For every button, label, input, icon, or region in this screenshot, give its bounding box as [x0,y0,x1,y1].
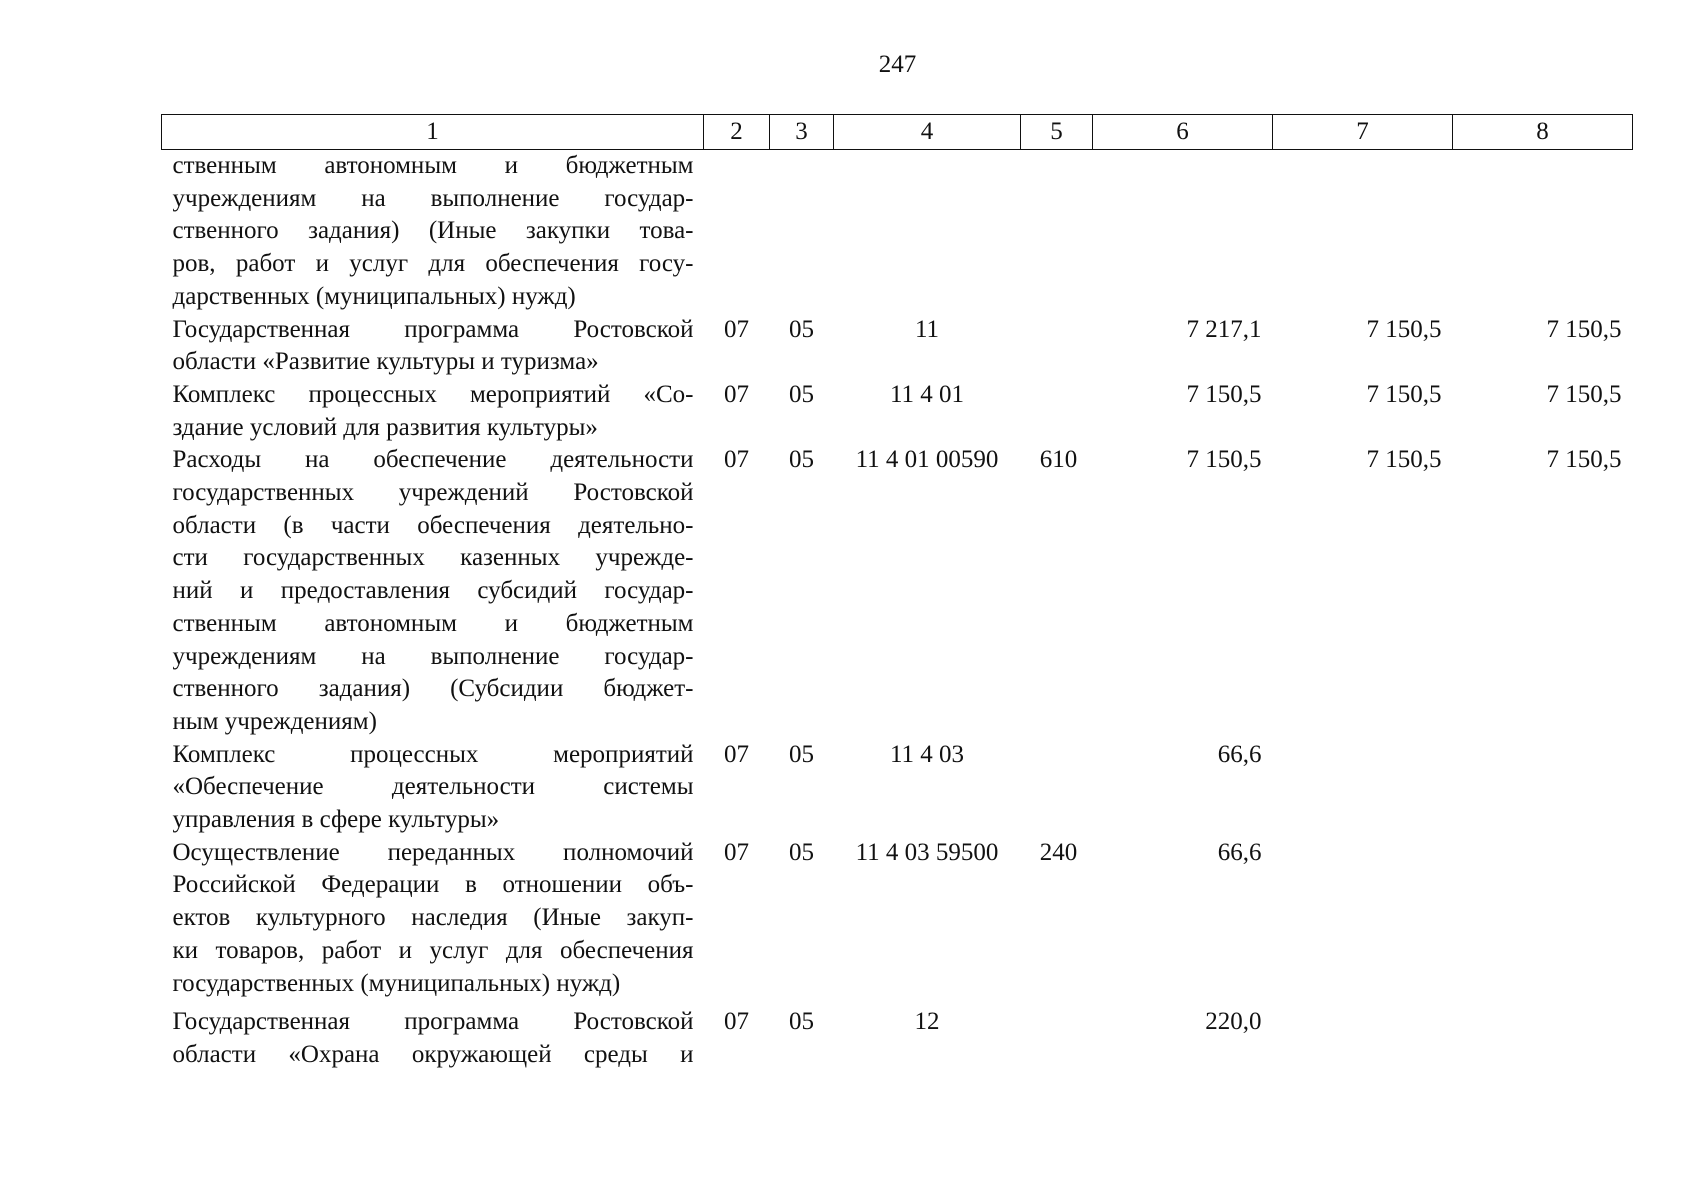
header-row [162,115,1633,150]
row-name-line: сти государственных казенных учрежде- [172,544,694,572]
header-cell-8: 8 [1453,115,1633,150]
header-cell-7: 7 [1273,115,1453,150]
row-name-line: Российской Федерации в отношении объ- [172,871,694,899]
row-name-line: ственного задания) (Иные закупки това- [172,217,694,245]
header-cell-3: 3 [770,115,834,150]
subsection-code-cell: 05 [789,380,814,408]
row-name-line: ний и предоставления субсидий государ- [172,577,694,605]
row-name-line: управления в сфере культуры» [172,806,500,834]
expense-type-cell [1021,1000,1093,1071]
row-name-line: ектов культурного наследия (Иные закуп- [172,904,694,932]
target-article-cell: 11 [914,315,940,343]
section-code-cell: 07 [724,380,749,408]
expense-type-cell: 610 [1039,446,1078,474]
amount-col7-cell: 7 150,5 [1366,315,1442,343]
target-article-cell: 12 [914,1008,940,1036]
header-cell-5: 5 [1021,115,1093,150]
row-name-line: учреждениям на выполнение государ- [172,642,694,670]
table-row [162,444,1633,738]
header-cell-2: 2 [704,115,770,150]
row-name-line: ственным автономным и бюджетным [172,152,694,179]
section-code-cell: 07 [724,446,749,474]
row-name-line: ственного задания) (Субсидии бюджет- [172,675,694,703]
row-name-line: Комплекс процессных мероприятий «Со- [172,380,694,408]
budget-table [161,114,1633,1072]
target-article-cell: 11 4 01 [889,380,965,408]
amount-col7-cell [1273,1000,1453,1071]
amount-col6-cell: 220,0 [1205,1008,1262,1036]
table-header [162,115,1633,150]
row-name-line: Расходы на обеспечение деятельности [172,446,694,474]
row-name-line: государственных учреждений Ростовской [172,479,694,507]
expense-type-cell: 240 [1039,838,1078,866]
amount-col7-cell [1273,837,1453,1001]
section-code-cell: 07 [724,838,749,866]
row-name-cell [162,739,704,837]
page-number: 247 [878,51,917,78]
row-name-line: здание условий для развития культуры» [172,413,598,441]
row-name-line: Комплекс процессных мероприятий [172,740,694,768]
expense-type-cell [1021,150,1093,314]
subsection-code-cell: 05 [789,838,814,866]
row-name-line: Государственная программа Ростовской [172,315,694,343]
expense-type-cell [1021,739,1093,837]
amount-col6-cell: 66,6 [1217,838,1262,866]
table-row [162,739,1633,837]
section-code-cell: 07 [724,1008,749,1036]
row-name-line: учреждениям на выполнение государ- [172,184,694,212]
section-code-cell: 07 [724,740,749,768]
target-article-cell: 11 4 01 00590 [855,446,999,474]
row-name-line: ки товаров, работ и услуг для обеспечения [172,936,694,964]
target-article-cell [834,150,1021,314]
row-name-line: государственных (муниципальных) нужд) [172,969,621,997]
amount-col8-cell: 7 150,5 [1546,380,1622,408]
expense-type-cell [1021,314,1093,379]
subsection-code-cell: 05 [789,446,814,474]
row-name-line: ным учреждениям) [172,707,377,735]
table-row [162,837,1633,1001]
row-name-cell [162,379,704,444]
row-name-line: Государственная программа Ростовской [172,1008,694,1036]
row-name-cell [162,837,704,1001]
amount-col8-cell: 7 150,5 [1546,446,1622,474]
row-name-line: «Обеспечение деятельности системы [172,773,694,801]
amount-col8-cell [1453,150,1633,314]
row-name-cell [162,444,704,738]
table-row [162,1000,1633,1071]
table-row [162,379,1633,444]
amount-col6-cell: 66,6 [1217,740,1262,768]
amount-col8-cell [1453,837,1633,1001]
section-code-cell: 07 [724,315,749,343]
row-name-line: ров, работ и услуг для обеспечения госу- [172,250,694,278]
expense-type-cell [1021,379,1093,444]
amount-col7-cell [1273,150,1453,314]
table-body [162,150,1633,1072]
row-name-line: области «Охрана окружающей среды и [172,1040,694,1068]
subsection-code-cell: 05 [789,740,814,768]
amount-col7-cell: 7 150,5 [1366,446,1442,474]
target-article-cell: 11 4 03 59500 [855,838,999,866]
amount-col7-cell: 7 150,5 [1366,380,1442,408]
row-name-line: области (в части обеспечения деятельно- [172,511,694,539]
amount-col8-cell [1453,1000,1633,1071]
target-article-cell: 11 4 03 [889,740,965,768]
subsection-code-cell: 05 [789,1008,814,1036]
amount-col7-cell [1273,739,1453,837]
amount-col8-cell: 7 150,5 [1546,315,1622,343]
amount-col8-cell [1453,739,1633,837]
row-name-cell [162,1000,704,1071]
row-name-line: дарственных (муниципальных) нужд) [172,282,576,310]
header-cell-4: 4 [834,115,1021,150]
amount-col6-cell: 7 150,5 [1186,446,1262,474]
amount-col6-cell: 7 150,5 [1186,380,1262,408]
table-row [162,150,1633,314]
row-name-line: ственным автономным и бюджетным [172,609,694,637]
row-name-cell [162,314,704,379]
row-name-cell [162,150,704,314]
row-name-line: области «Развитие культуры и туризма» [172,348,599,376]
header-cell-6: 6 [1093,115,1273,150]
subsection-code-cell [770,150,834,314]
row-name-line: Осуществление переданных полномочий [172,838,694,866]
amount-col6-cell: 7 217,1 [1186,315,1262,343]
subsection-code-cell: 05 [789,315,814,343]
table-row [162,314,1633,379]
section-code-cell [704,150,770,314]
header-cell-1: 1 [162,115,704,150]
amount-col6-cell [1093,150,1273,314]
